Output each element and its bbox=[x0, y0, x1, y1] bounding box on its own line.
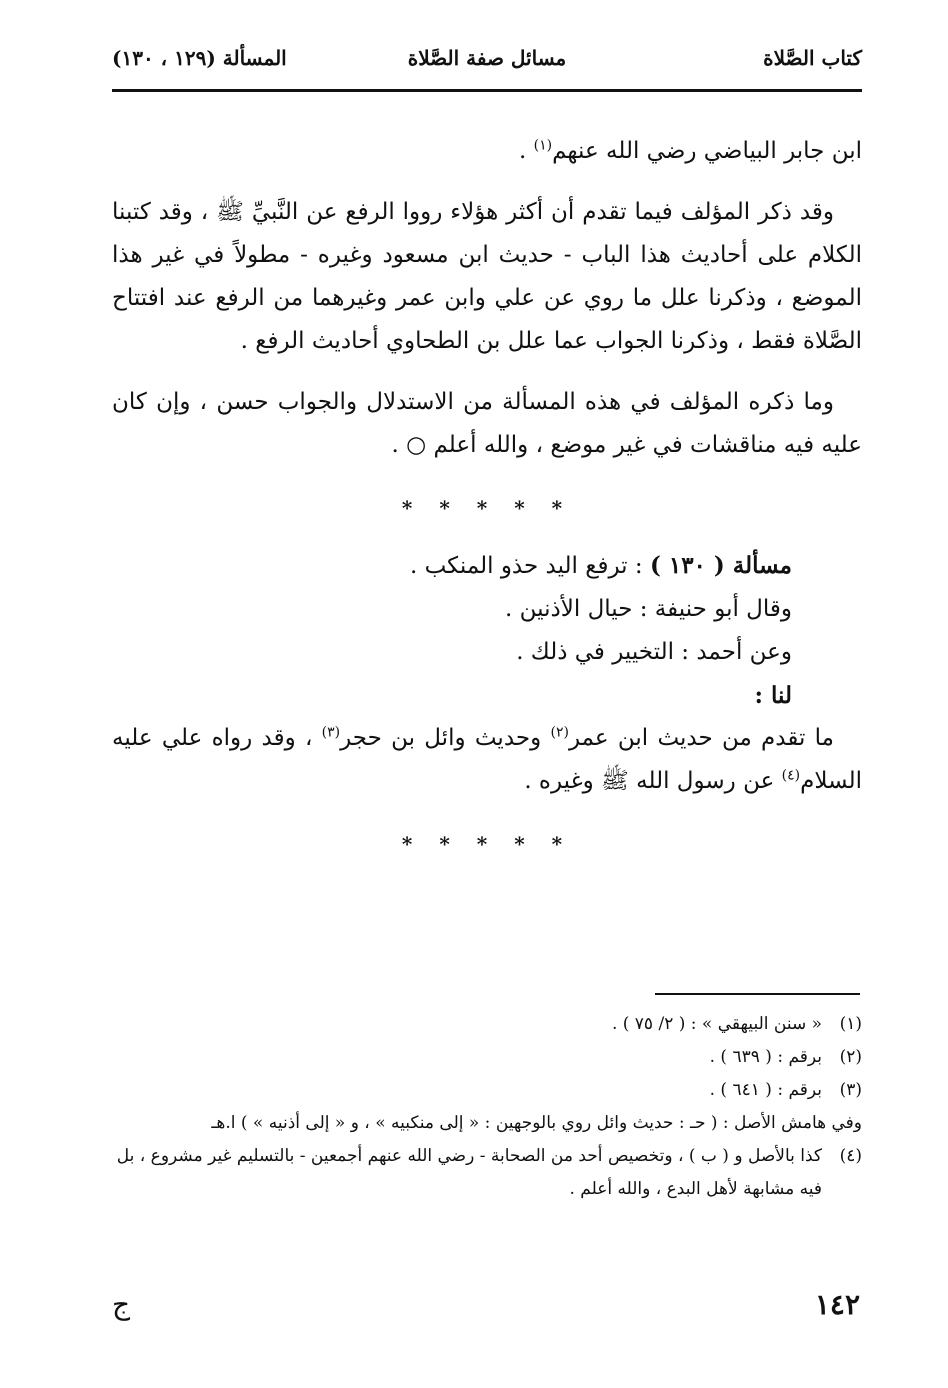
footnote-item: (١) « سنن البيهقي » : ( ٢/ ٧٥ ) . bbox=[611, 1014, 862, 1034]
footnote-item: (٤) كذا بالأصل و ( ب ) ، وتخصيص أحد من الصحابة - رضي الله عنهم أجمعين - بالتسليم غير مشروع ، بل فيه مشابهة لأهل البدع ، والله أعلم . bbox=[116, 1146, 862, 1199]
page-number: ١٤٢ bbox=[814, 1288, 860, 1321]
footnote-continuation: وفي هامش الأصل : ( حـ : حديث وائل روي بالوجهين : « إلى منكبيه » ، و « إلى أذنيه » ) ا.هـ bbox=[211, 1113, 862, 1133]
header-issue-range: المسألة (١٢٩ ، ١٣٠) bbox=[112, 46, 287, 70]
running-header bbox=[112, 40, 862, 80]
footnotes bbox=[112, 1008, 862, 1206]
issue-heading bbox=[112, 544, 862, 588]
footnote-ref-1: (١) bbox=[533, 137, 553, 154]
paragraph-2: وقد ذكر المؤلف فيما تقدم أن أكثر هؤلاء رووا الرفع عن النَّبيِّ ﷺ ، وقد كتبنا الكلام على أحاديث هذا الباب - حديث ابن مسعود وغيره - مطولاً في غير هذا الموضع ، وذكرنا علل ما روي عن علي وابن عمر وغيرهما من الرفع عند افتتاح الصَّلاة فقط ، وذكرنا الجواب عما علل بن الطحاوي أحاديث الرفع . bbox=[112, 199, 863, 354]
header-book-title: كتاب الصَّلاة bbox=[763, 46, 862, 70]
issue-label: مسألة ( ١٣٠ ) bbox=[649, 552, 792, 579]
footnote-ref-4: (٤) bbox=[781, 767, 801, 784]
header-rule bbox=[112, 89, 862, 92]
evidence-label: لنا : bbox=[754, 682, 792, 709]
footnote-rule bbox=[655, 993, 860, 995]
section-separator: * * * * * bbox=[401, 496, 573, 520]
footnote-item: (٢) برقم : ( ٦٣٩ ) . bbox=[709, 1047, 862, 1067]
ahmad-opinion: وعن أحمد : التخيير في ذلك . bbox=[516, 639, 792, 665]
main-text bbox=[112, 130, 862, 880]
footnote-item: (٣) برقم : ( ٦٤١ ) . bbox=[709, 1080, 862, 1100]
footnote-ref-2: (٢) bbox=[550, 724, 569, 741]
issue-statement: : ترفع اليد حذو المنكب . bbox=[409, 553, 650, 579]
header-section-title: مسائل صفة الصَّلاة bbox=[407, 46, 567, 70]
paragraph-3: وما ذكره المؤلف في هذه المسألة من الاستدلال والجواب حسن ، وإن كان عليه فيه مناقشات في غير موضع ، والله أعلم ○ . bbox=[112, 389, 862, 458]
paragraph-1: ابن جابر البياضي رضي الله عنهم$^{(١)}$ . bbox=[519, 137, 862, 164]
abu-hanifa-opinion: وقال أبو حنيفة : حيال الأذنين . bbox=[505, 596, 792, 622]
paragraph-4: ما تقدم من حديث ابن عمر$^{(٢)}$ وحديث وائل بن حجر$^{(٣)}$ ، وقد رواه علي عليه السلام$^{(٤)}$ عن رسول الله ﷺ وغيره . bbox=[112, 724, 862, 794]
footnote-ref-3: (٣) bbox=[321, 724, 341, 741]
section-separator: * * * * * bbox=[401, 832, 573, 856]
signature-mark: ج bbox=[112, 1288, 131, 1321]
